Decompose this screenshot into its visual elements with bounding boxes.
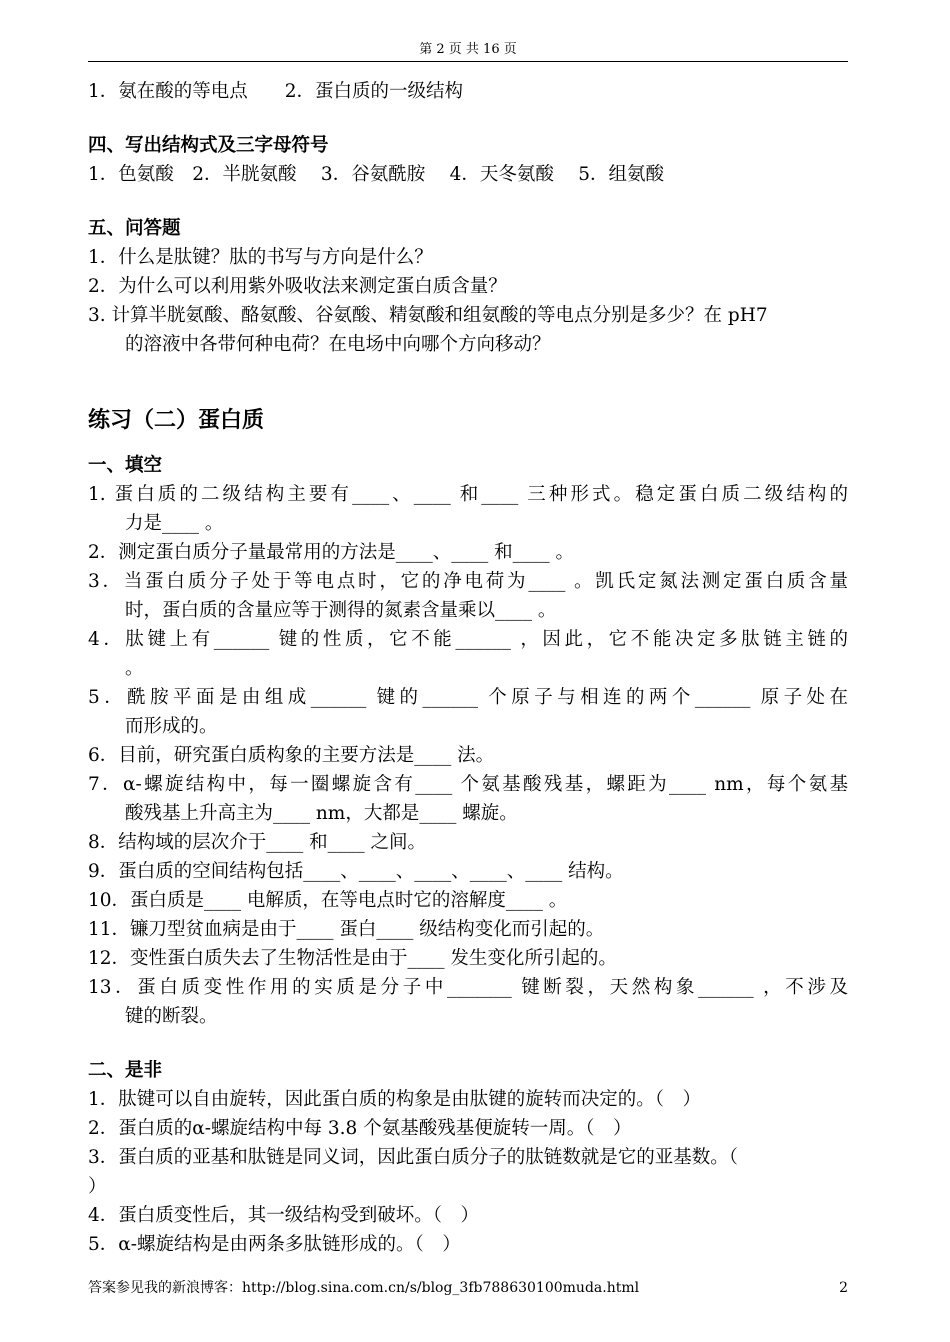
fill-line: 键的断裂。: [125, 1006, 218, 1027]
footer-page-number: 2: [839, 1280, 848, 1296]
question-1: 1．什么是肽键？肽的书写与方向是什么？: [88, 247, 433, 268]
terms-line: 1．氨在酸的等电点 2．蛋白质的一级结构: [88, 81, 464, 102]
fill-line: 6．目前，研究蛋白质构象的主要方法是____ 法。: [88, 745, 495, 766]
question-2: 2．为什么可以利用紫外吸收法来测定蛋白质含量？: [88, 276, 507, 297]
page-header: 第 2 页 共 16 页: [419, 42, 517, 57]
question-3-line2: 的溶液中各带何种电荷？在电场中向哪个方向移动？: [125, 334, 551, 355]
tf-title: 二、是非: [88, 1060, 163, 1081]
fill-line: 13．蛋白质变性作用的实质是分子中_______ 键断裂，天然构象______ ，不涉及: [88, 977, 848, 998]
header-rule: [88, 61, 848, 62]
fill-line: 7．α-螺旋结构中，每一圈螺旋含有____ 个氨基酸残基，螺距为____ nm，每个氨基: [88, 774, 848, 795]
fill-line: 。: [125, 658, 144, 679]
section5-title: 五、问答题: [88, 218, 181, 239]
fill-line: 而形成的。: [125, 716, 218, 737]
fill-line: 8．结构域的层次介于____ 和____ 之间。: [88, 832, 427, 853]
fill-line: 5．酰胺平面是由组成______ 键的______ 个原子与相连的两个______ 原子处在: [88, 687, 848, 708]
fill-line: 1. 蛋白质的二级结构主要有____、____ 和____ 三种形式。稳定蛋白质二级结构的: [88, 484, 848, 505]
footer-blog-link[interactable]: 答案参见我的新浪博客：http://blog.sina.com.cn/s/blog_3fb788630100muda.html: [88, 1280, 640, 1296]
tf-line: 3．蛋白质的亚基和肽链是同义词，因此蛋白质分子的肽链数就是它的亚基数。（: [88, 1147, 739, 1168]
fill-line: 11．镰刀型贫血病是由于____ 蛋白____ 级结构变化而引起的。: [88, 919, 605, 940]
tf-line: ）: [88, 1176, 107, 1197]
fill-line: 2．测定蛋白质分子量最常用的方法是____、____ 和____ 。: [88, 542, 575, 563]
section4-items: 1．色氨酸 2．半胱氨酸 3．谷氨酰胺 4．天冬氨酸 5．组氨酸: [88, 164, 664, 185]
section4-title: 四、写出结构式及三字母符号: [88, 135, 329, 156]
fill-line: 3．当蛋白质分子处于等电点时，它的净电荷为____ 。凯氏定氮法测定蛋白质含量: [88, 571, 848, 592]
fill-line: 9．蛋白质的空间结构包括____、____、____、____、____ 结构。: [88, 861, 624, 882]
fill-line: 时，蛋白质的含量应等于测得的氮素含量乘以____ 。: [125, 600, 557, 621]
fill-line: 10．蛋白质是____ 电解质，在等电点时它的溶解度____ 。: [88, 890, 568, 911]
page-footer: [88, 1278, 848, 1298]
practice-title: 练习（二）蛋白质: [88, 407, 265, 433]
fill-title: 一、填空: [88, 455, 163, 476]
tf-line: 4．蛋白质变性后，其一级结构受到破坏。（ ）: [88, 1205, 480, 1226]
fill-line: 12．变性蛋白质失去了生物活性是由于____ 发生变化所引起的。: [88, 948, 617, 969]
tf-line: 2．蛋白质的α-螺旋结构中每 3.8 个氨基酸残基便旋转一周。（ ）: [88, 1118, 632, 1139]
tf-line: 5．α-螺旋结构是由两条多肽链形成的。（ ）: [88, 1234, 461, 1255]
fill-line: 酸残基上升高主为____ nm，大都是____ 螺旋。: [125, 803, 518, 824]
fill-line: 力是____ 。: [125, 513, 224, 534]
page-content: [88, 77, 848, 1259]
tf-line: 1．肽键可以自由旋转，因此蛋白质的构象是由肽键的旋转而决定的。（ ）: [88, 1089, 702, 1110]
fill-line: 4．肽键上有______ 键的性质，它不能______ ，因此，它不能决定多肽链主链的: [88, 629, 848, 650]
question-3-line1: 3. 计算半胱氨酸、酪氨酸、谷氨酸、精氨酸和组氨酸的等电点分别是多少？在 pH7: [88, 305, 768, 326]
